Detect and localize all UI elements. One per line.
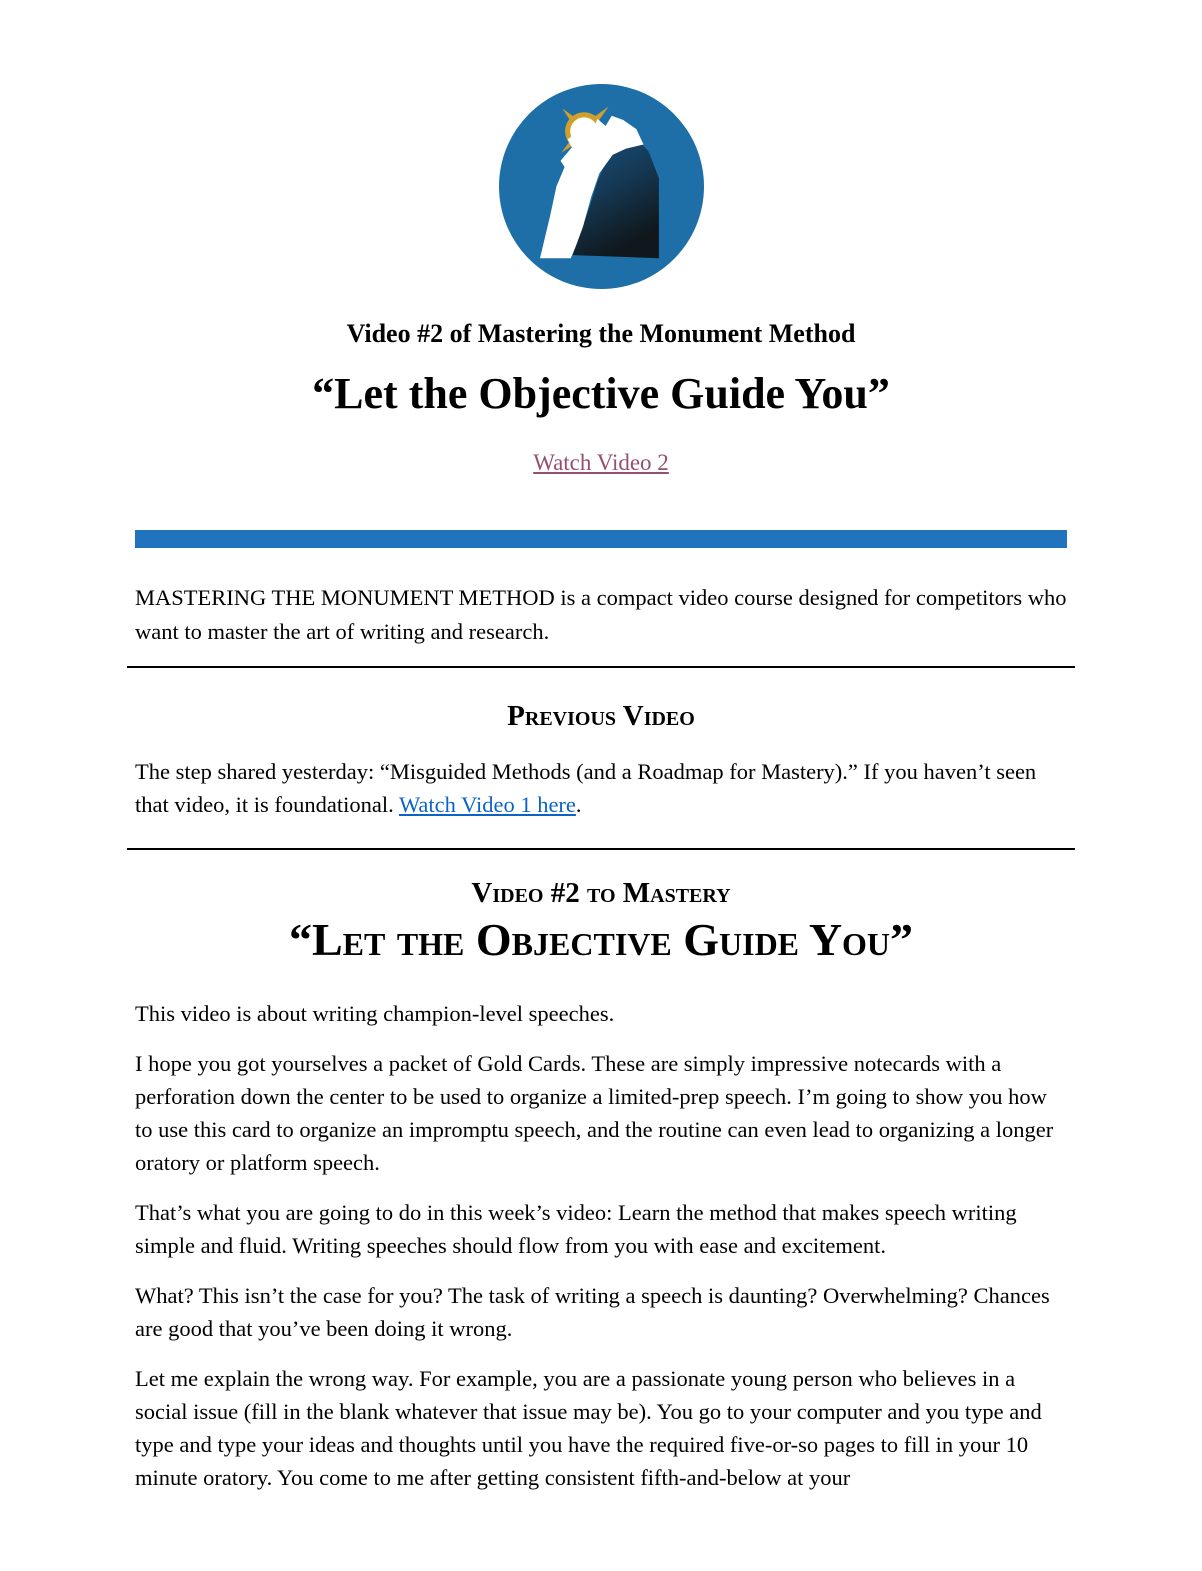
- body-copy: [135, 997, 1067, 1494]
- previous-video-paragraph: [135, 755, 1067, 821]
- previous-video-heading: Previous Video: [507, 700, 695, 733]
- previous-video-text-after: .: [575, 792, 582, 818]
- body-paragraph-1: This video is about writing champion-level speeches.: [135, 1000, 615, 1026]
- body-paragraph-3: That’s what you are going to do in this week’s video: Learn the method that makes speech writing simple and fluid. Writing speeches should flow from you with ease and excitement.: [135, 1199, 1017, 1258]
- body-paragraph-2: I hope you got yourselves a packet of Gold Cards. These are simply impressive notecards with a perforation down the center to be used to organize a limited-prep speech. I’m going to show you how to use this card to organize an impromptu speech, and the routine can even lead to organizing a longer oratory or platform speech.: [135, 1050, 1054, 1175]
- blue-divider-bar: [135, 530, 1067, 548]
- mastery-kicker-heading: Video #2 to Mastery: [471, 877, 731, 910]
- mastery-title-heading: “Let the Objective Guide You”: [288, 913, 914, 965]
- horizontal-rule-top: [127, 666, 1075, 668]
- watch-video-2-link[interactable]: Watch Video 2: [533, 450, 669, 476]
- monument-logo-icon: [499, 84, 704, 289]
- video-kicker-heading: Video #2 of Mastering the Monument Method: [346, 319, 856, 348]
- logo-container: [135, 84, 1067, 289]
- previous-video-text: The step shared yesterday: “Misguided Methods (and a Roadmap for Mastery).” If you haven’t seen that video, it is foundational.: [135, 759, 1037, 818]
- horizontal-rule-bottom: [127, 848, 1075, 850]
- page-title: “Let the Objective Guide You”: [312, 369, 890, 419]
- body-paragraph-4: What? This isn’t the case for you? The task of writing a speech is daunting? Overwhelming? Chances are good that you’ve been doing it wrong.: [135, 1282, 1050, 1341]
- intro-paragraph: MASTERING THE MONUMENT METHOD is a compact video course designed for competitors who want to master the art of writing and research.: [135, 585, 1067, 645]
- watch-video-2-row: [135, 448, 1067, 478]
- body-paragraph-5: Let me explain the wrong way. For example, you are a passionate young person who believes in a social issue (fill in the blank whatever that issue may be). You go to your computer and you type and type and type your ideas and thoughts until you have the required five-or-so pages to fill in your 10 minute oratory. You come to me after getting consistent fifth-and-below at your: [135, 1365, 1042, 1490]
- watch-video-1-link[interactable]: Watch Video 1 here: [398, 792, 576, 818]
